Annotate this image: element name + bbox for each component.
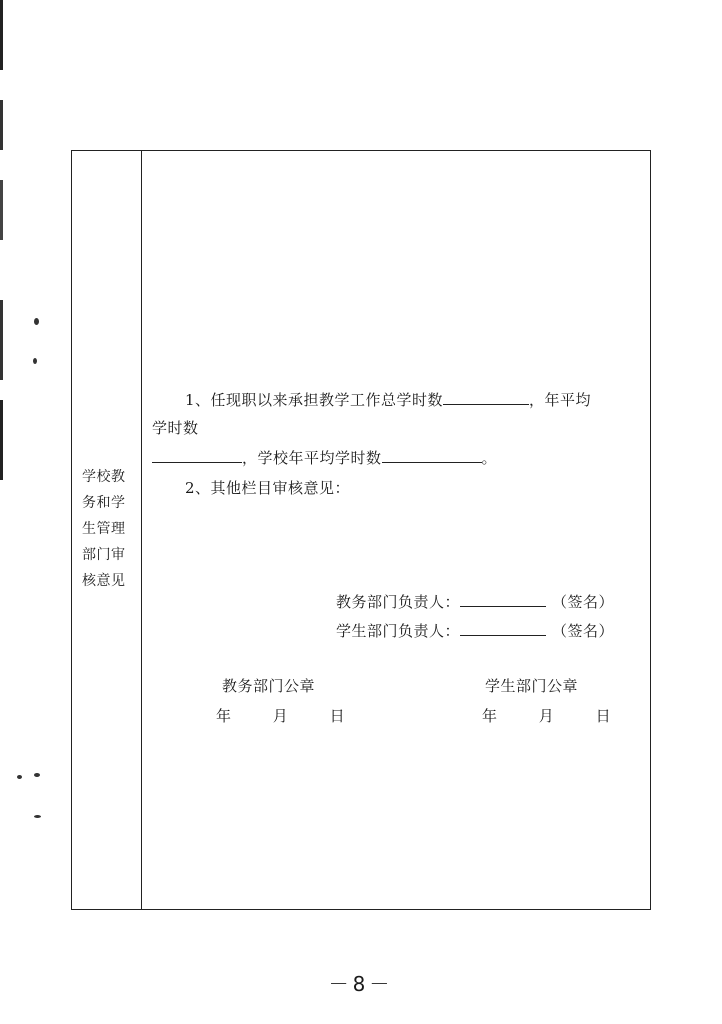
student-seal-date [482,705,611,726]
review-form-table [71,150,651,910]
annual-hours-field[interactable] [152,448,242,463]
student-head-sign-field[interactable] [460,621,546,636]
page-number: －8－ [328,972,394,996]
date-month: 月 [272,707,289,725]
total-hours-field[interactable] [443,390,529,405]
student-head-signature [336,620,614,641]
item1-end: 。 [481,449,498,467]
scan-speck [34,815,41,818]
label-line: 生管理 [82,521,126,537]
item1-line3 [152,447,497,468]
date-year: 年 [482,707,498,725]
academic-head-sign-field[interactable] [460,592,546,607]
student-seal-title: 学生部门公章 [485,677,579,695]
date-year: 年 [216,707,232,725]
item1-prefix: 1、任现职以来承担教学工作总学时数 [185,391,444,409]
signature-label: 学生部门负责人： [336,622,461,640]
scan-speck [34,773,40,777]
school-annual-hours-field[interactable] [382,448,482,463]
signature-suffix: （签名） [552,622,615,640]
label-column [72,151,142,909]
date-month: 月 [538,707,555,725]
academic-head-signature [336,591,614,612]
scan-speck [34,318,39,325]
label-line: 务和学 [82,495,126,511]
item1-line1 [185,389,591,410]
date-day: 日 [329,707,346,725]
item1-mid: ，年平均 [529,391,592,409]
scan-speck [33,358,37,364]
date-day: 日 [595,707,612,725]
item2-text: 2、其他栏目审核意见： [185,479,351,497]
item1-line3-mid: ，学校年平均学时数 [242,449,382,467]
academic-seal-title: 教务部门公章 [222,677,316,695]
review-section-label [82,464,134,594]
academic-seal-date [216,705,345,726]
label-line: 部门审 [82,547,126,563]
scan-binding-edge [0,0,3,480]
label-line: 学校教 [82,469,126,485]
signature-label: 教务部门负责人： [336,593,461,611]
label-line: 核意见 [82,573,126,589]
signature-suffix: （签名） [552,593,615,611]
item1-line2: 学时数 [152,419,199,437]
scan-speck [17,775,22,779]
